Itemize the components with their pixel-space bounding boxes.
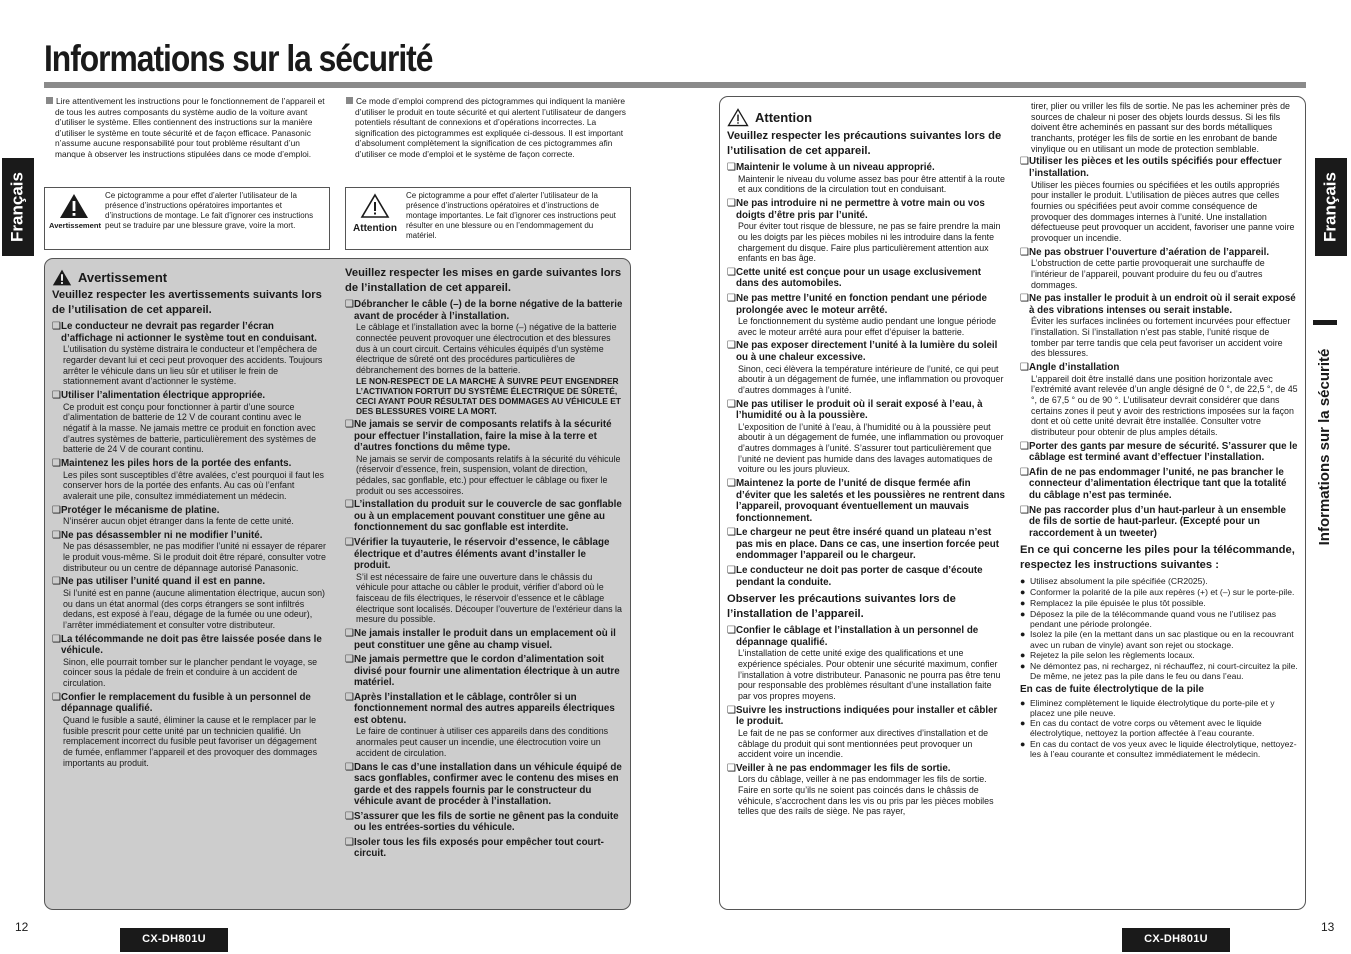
checkbox-bullet-icon: ❑ [727,340,736,352]
item-body: Ce produit est conçu pour fonctionner à partir d’une source d’alimentation de batterie de 12 V de courant continu avec le négatif à la masse. Ne jamais mettre ce produit en fonction avec d’autres systèmes de batterie, particulièrement des systèmes de batterie de 24 V de courant continu. [63,401,317,455]
warning-install-list [345,299,623,860]
item-heading: ❑ Dans le cas d’une installation dans un véhicule équipé de sacs gonflables, confirmer avec le contenu des mises en garde et des rappels fournis par le constructeur du véhicule avant de procéder à l’installation. [345,761,622,808]
checkbox-bullet-icon: ❑ [727,478,736,490]
item-heading: ❑ Suivre les instructions indiquées pour installer et câbler le produit. [727,704,998,728]
checkbox-bullet-icon: ❑ [345,761,354,773]
item-heading: ❑ L’installation du produit sur le couvercle de sac gonflable ou à un emplacement pouvant constituer une gêne au fonctionnement du sac gonflable est interdite. [345,499,622,534]
item-heading: ❑ Isoler tous les fils exposés pour empêcher tout court-circuit. [345,836,604,860]
item-heading: ❑ Confier le câblage et l’installation à un personnel de dépannage qualifié. [727,625,979,648]
item-body: Le faire de continuer à utiliser ces appareils dans des conditions anormales peut causer un incendie, une électrocution voire un accident de circulation. [356,726,609,758]
item-heading: ❑ Protéger le mécanisme de platine. [52,504,220,516]
list-item [727,705,1005,760]
item-heading: ❑ Ne jamais installer le produit dans un emplacement où il peut constituer une gêne au champ visuel. [345,628,616,651]
item-heading: ❑ Maintenez les piles hors de la portée des enfants. [52,457,292,469]
checkbox-bullet-icon: ❑ [727,762,736,774]
checkbox-bullet-icon: ❑ [727,704,736,716]
item-heading: ❑ Utiliser l’alimentation électrique appropriée. [52,389,266,401]
attention-icon [350,191,400,236]
list-item [345,299,623,416]
bullet-dot-icon: ● [1020,587,1026,598]
item-body: Le câblage et l’installation avec la borne (–) négative de la batterie connectée peuvent provoquer une électrocution et des blessures dus à un court circuit. Certains véhicules équipés d’un système électrique de sûreté ont des procédures particulières de débranchement des bornes de la batterie. [356,322,617,375]
item-heading: ❑ Maintenir le volume à un niveau approprié. [727,162,935,174]
list-item [345,762,623,808]
item-body: Maintenir le niveau du volume assez bas pour être attentif à la route et aux conditions de la circulation tout en conduisant. [738,173,1005,195]
checkbox-bullet-icon: ❑ [345,810,354,822]
bullet-item: ● Rejetez la pile selon les règlements locaux. [1020,649,1195,660]
item-body: Sinon, elle pourrait tomber sur le plancher pendant le voyage, se coincer sous la pédale de frein et conduire à un accident de circulation. [63,656,318,689]
list-item [345,692,623,759]
bullet-dot-icon: ● [1020,738,1026,749]
caution-column [727,108,1005,820]
list-item [52,321,328,387]
list-item [727,340,1005,395]
checkbox-bullet-icon: ❑ [345,836,354,848]
list-item [1020,362,1298,438]
item-warning-caps: LE NON-RESPECT DE LA MARCHE À SUIVRE PEUT ENGENDRER L’ACTIVATION FORTUIT DU SYSTÈME ÉLECTRIQUE DE SÛRETÉ, CECI AYANT POUR RÉSULTAT DES DOMMAGES AU VÉHICULE ET DES BLESSURES VOIRE LA MORT. [356,375,621,416]
warning-icon-label: Avertissement [49,221,102,231]
item-body: L’obstruction de cette partie provoquerait une surchauffe de l’intérieur de l’appareil, pouvant produire du feu ou d’autres dommages. [1031,258,1265,290]
bullet-item: ● Isolez la pile (en la mettant dans un sac plastique ou en la recouvrant avec un ruban de vinyle) avant son rejet ou stockage. [1020,629,1294,650]
checkbox-bullet-icon: ❑ [52,389,61,401]
checkbox-bullet-icon: ❑ [345,537,354,548]
item-body: Le fait de ne pas se conformer aux directives d’installation et de câblage du produit qui sont mentionnées peut provoquer un accident voire un incendie. [738,727,989,760]
checkbox-bullet-icon: ❑ [1020,362,1029,374]
picto-attention-text: Ce pictogramme a pour effet d’alerter l’utilisateur de la présence d’instructions opératoires et d’instructions de montage importantes. Le fait d’ignorer ces instructions peut résulter en une blessure ou en l’endommagement du matériel. [406,191,616,240]
checkbox-bullet-icon: ❑ [52,321,61,333]
item-heading: ❑ La télécommande ne doit pas être laissée posée dans le véhicule. [52,633,322,657]
bullet-dot-icon: ● [1020,660,1026,671]
list-item [727,625,1005,702]
list-item [1020,441,1298,464]
checkbox-bullet-icon: ❑ [52,633,61,645]
item-heading: ❑ Confier le remplacement du fusible à un personnel de dépannage qualifié. [52,691,311,715]
checkbox-bullet-icon: ❑ [727,564,736,576]
list-item [727,198,1005,264]
model-badge-right: CX-DH801U [1122,928,1230,952]
list-item [345,654,623,689]
list-item [727,162,1005,195]
item-heading: ❑ Ne pas raccorder plus d’un haut-parleur à un ensemble de fils de sortie de haut-parleur. (Excepté pour un raccordement à un tweeter) [1020,504,1286,539]
language-tab-left: Français [2,158,34,256]
item-body: Sinon, ceci élèvera la température intérieure de l’unité, ce qui peut aboutir à un dégagement de fumée, une inflammation ou provoquer d’autres dommages à l’unité. [738,363,1004,395]
checkbox-bullet-icon: ❑ [345,654,354,666]
item-heading: ❑ Cette unité est conçue pour un usage exclusivement dans des automobiles. [727,266,981,290]
item-body: Quand le fusible a sauté, éliminer la cause et le remplacer par le fusible prescrit pour cette unité par un technicien qualifié. Un remplacement incorrect du fusible peut favoriser un dégagement de fumée, enflammer l’appareil et des provoquer des dommages importants au produit. [63,714,318,768]
item-heading: ❑ S’assurer que les fils de sortie ne gênent pas la conduite ou les entrées-sorties du véhicule. [345,810,619,834]
leak-list [1020,698,1298,760]
intro-right: Ce mode d’emploi comprend des pictogrammes qui indiquent la manière d’utiliser le produit en toute sécurité et qui alertent l’utilisateur de dangers potentiels résultant de connexions et d’opérations incorrectes. La signification des pictogrammes est expliquée ci-dessous. Il est important d’absolument complètement la signification de ces pictogrammes afin d’utiliser ce mode d’emploi et le système de façon correcte. [346,96,630,159]
checkbox-bullet-icon: ❑ [52,576,61,588]
warning-heading: Avertissement [52,269,328,286]
checkbox-bullet-icon: ❑ [727,198,736,210]
item-heading: ❑ Ne pas utiliser le produit où il serait exposé à l’eau, à l’humidité ou à la poussière. [727,398,983,422]
item-body: Utiliser les pièces fournies ou spécifiées et les outils appropriés pour installer le produit. L’utilisation de pièces autres que celles fournies ou spécifiées peut avoir comme conséquence de provoquer des dommages internes à l’unité. Une installation défectueuse peut provoquer un accident, favoriser une panne voire provoquer un incendie. [1031,179,1295,243]
checkbox-bullet-icon: ❑ [727,398,736,410]
bullet-dot-icon: ● [1020,697,1026,708]
list-item [727,267,1005,290]
page-number-right: 13 [1321,920,1335,934]
list-item [52,530,328,574]
language-tab-right: Français [1315,158,1347,256]
bullet-dot-icon: ● [1020,718,1026,729]
caution-list-2 [1020,156,1298,539]
checkbox-bullet-icon: ❑ [345,299,354,311]
item-body: L’utilisation du système distraira le conducteur et l’empêchera de regarder devant lui et ceci peut provoquer des accidents. Toujours arrêter le véhicule dans un lieu sûr et utiliser le frein de stationnement avant d’actionner le système. [63,344,323,387]
list-item [1020,293,1298,359]
item-heading: ❑ Ne pas introduire ni ne permettre à votre main ou vos doigts d’être pris par l’unité. [727,198,985,221]
item-body: Si l’unité est en panne (aucune alimentation électrique, aucun son) ou dans un état anormal (des corps étrangers se sont infiltrés dedans, est exposé à l’eau, dégage de la fumée ou une odeur), l’arrêter immédiatement et consulter votre distributeur. [63,587,325,631]
item-body: Ne pas désassembler, ne pas modifier l’unité ni essayer de réparer le produit vous-même. Si le produit doit être réparé, consulter votre distributeur ou un centre de dépannage autorisé Panasonic. [63,541,326,573]
item-heading: ❑ Ne pas installer le produit à un endroit où il serait exposé à des vibrations intenses ou serait instable. [1020,293,1296,316]
item-body: Les piles sont susceptibles d’être avalées, c’est pourquoi il faut les conserver hors de la portée des enfants. Au cas où l’enfant avalerait une pile, consultez immédiatement un médecin. [63,469,324,501]
warning-install-column [345,266,623,863]
list-item [727,293,1005,337]
checkbox-bullet-icon: ❑ [727,162,736,174]
item-body: Pour éviter tout risque de blessure, ne pas se faire prendre la main ou les doigts par les pièces mobiles ni les introduire dans la fente chargement du disque. Faire plus particulièrement attention aux enfants en bas âge. [738,221,1001,264]
checkbox-bullet-icon: ❑ [1020,293,1029,305]
checkbox-bullet-icon: ❑ [1020,156,1029,168]
item-heading: ❑ Angle d’installation [1020,362,1120,374]
caution-column-2 [1020,101,1298,759]
list-item [727,565,1005,588]
warning-subheading: Veuillez respecter les avertissements suivants lors de l’utilisation de cet appareil. [52,289,322,316]
checkbox-bullet-icon: ❑ [52,691,61,703]
page-title: Informations sur la sécurité [44,38,433,79]
item-body: L’installation de cette unité exige des qualifications et une expérience spéciales. Pour obtenir une sécurité maximum, confier l’installation à votre distributeur. Panasonic ne pourra pas être tenu pour responsable des problèmes résultant d’une installation faite par vos propres moyens. [738,648,1001,702]
item-heading: ❑ Ne pas mettre l’unité en fonction pendant une période prolongée avec le moteur arrêté. [727,292,987,316]
bullet-dot-icon: ● [1020,649,1026,660]
checkbox-bullet-icon: ❑ [52,529,61,541]
picto-warning-box [44,187,330,250]
list-item [52,576,328,630]
bullet-item: ● Eliminez complètement le liquide électrolytique du porte-pile et y placez une pile neuve. [1020,697,1275,718]
page-number-left: 12 [15,920,29,934]
item-heading: ❑ Afin de ne pas endommager l’unité, ne pas brancher le connecteur d’alimentation électrique tant que la totalité du câblage n’est pas terminée. [1020,466,1287,501]
bullet-item: ● Déposez la pile de la télécommande quand vous ne l’utilisez pas pendant une période prolongée. [1020,608,1277,629]
attention-icon-label: Attention [353,223,397,235]
list-item [1020,505,1298,540]
list-item [345,499,623,534]
bullet-item: ● En cas du contact de votre corps ou vêtement avec le liquide électrolytique, nettoyez la portion affectée à l’eau courante. [1020,718,1262,739]
checkbox-bullet-icon: ❑ [345,691,354,703]
checkbox-bullet-icon: ❑ [52,457,61,469]
checkbox-bullet-icon: ❑ [52,504,61,516]
item-heading: ❑ Ne pas exposer directement l’unité à la lumière du soleil ou à une chaleur excessive. [727,340,998,363]
list-item [727,478,1005,524]
checkbox-bullet-icon: ❑ [727,625,736,637]
checkbox-bullet-icon: ❑ [1020,440,1029,452]
item-heading: ❑ Débrancher le câble (–) de la borne négative de la batterie avant de procéder à l’installation. [345,299,623,322]
bullet-item: ● Ne démontez pas, ni rechargez, ni réchauffez, ni court-circuitez la pile. De même, ne jetez pas la pile dans le feu ou dans l’eau. [1020,660,1298,682]
checkbox-bullet-icon: ❑ [1020,246,1029,258]
list-item [52,692,328,769]
list-item [1020,467,1298,502]
caution-install-list [727,625,1005,817]
checkbox-bullet-icon: ❑ [727,266,736,278]
bullet-item: ● Conformer la polarité de la pile aux repères (+) et (–) sur le porte-pile. [1020,587,1295,598]
list-item [52,634,328,689]
item-heading: ❑ Ne pas obstruer l’ouverture d’aération de l’appareil. [1020,246,1270,258]
item-heading: ❑ Ne pas utiliser l’unité quand il est en panne. [52,576,266,588]
checkbox-bullet-icon: ❑ [345,418,354,430]
item-heading: ❑ Ne jamais se servir de composants relatifs à la sécurité pour effectuer l’installation, faire la mise à la terre et d’autres fonctions du même type. [345,418,612,454]
list-item [345,419,623,496]
warning-column [52,269,328,771]
list-item [1020,247,1298,291]
list-item [1020,156,1298,243]
bullet-dot-icon: ● [1020,576,1026,587]
list-item [727,527,1005,562]
item-heading: ❑ Vérifier la tuyauterie, le réservoir d’essence, le câblage électrique et d’autres éléments avant d’installer le produit. [345,537,610,572]
checkbox-bullet-icon: ❑ [1020,504,1029,516]
checkbox-bullet-icon: ❑ [345,628,354,640]
intro-left: Lire attentivement les instructions pour le fonctionnement de l’appareil et de tous les autres composants du système audio de la voiture avant d’utiliser le système. Elles contiennent des instructions sur la manière d’utiliser le système en toute sécurité et de façon efficace. Panasonic n’assume aucune responsabilité pour tout problème résultant d’un manque à observer les instructions stipulées dans ce mode d’emploi. [46,96,330,159]
bullet-dot-icon: ● [1020,629,1026,640]
list-item [345,811,623,834]
item-body: Éviter les surfaces inclinées ou fortement incurvées pour effectuer l’installation. Si l’installation n’est pas stable, l’unité risque de tomber par terre tandis que cela peut favoriser un accident voire des blessures. [1031,316,1291,359]
item-heading: ❑ Utiliser les pièces et les outils spécifiés pour effectuer l’installation. [1020,156,1282,179]
bullet-dot-icon: ● [1020,597,1026,608]
bullet-item: ● Remplacez la pile épuisée le plus tôt possible. [1020,597,1206,608]
list-item [345,628,623,651]
caution-subheading: Veuillez respecter les précautions suivantes lors de l’utilisation de cet appareil. [727,130,1002,157]
list-item [345,837,623,860]
list-item [345,537,623,625]
continued-text: tirer, plier ou vriller les fils de sortie. Ne pas les acheminer près de sources de chaleur ni poser des objets lourds dessus. Si les fils doivent être acheminés en passant sur des bords métalliques tranchants, protéger les fils de sortie en les enrobant de bande vinylique ou en utilisant un mode de protection semblable. [1031,101,1290,154]
list-item [52,458,328,502]
bullet-dot-icon: ● [1020,608,1026,619]
warning-list [52,321,328,768]
list-item [52,390,328,455]
checkbox-bullet-icon: ❑ [1020,466,1029,478]
warning-icon [49,191,102,231]
item-body: Le fonctionnement du système audio pendant une longue période avec le moteur arrêté aura pour effet d’épuiser la batterie. [738,316,997,337]
caution-heading: Attention [727,108,1005,127]
battery-list [1020,576,1298,681]
model-badge-left: CX-DH801U [120,928,228,952]
title-rule [44,82,1306,88]
item-body: L’exposition de l’unité à l’eau, à l’humidité ou à la poussière peut aboutir à un dégagement de fumée, une inflammation ou provoquer d’autres dommages à l’unité. S’assurer tout particulièrement que l’unité ne devient pas humide dans des lavages automatiques de voiture ou les jours pluvieux. [738,421,1004,475]
item-heading: ❑ Porter des gants par mesure de sécurité. S’assurer que le câblage est terminé avant d’effectuer l’installation. [1020,440,1298,464]
item-heading: ❑ Le conducteur ne devrait pas regarder l’écran d’affichage ni actionner le système tout en conduisant. [52,321,317,344]
item-body: S’il est nécessaire de faire une ouverture dans le châssis du véhicule pour attache ou câbler le produit, vérifier d’abord où le faisceau de fils électriques, le réservoir d’essence et le câblage électrique sont localisés. Découper l’ouverture de l’extérieur dans la mesure du possible. [356,571,622,625]
picto-warning-text: Ce pictogramme a pour effet d’alerter l’utilisateur de la présence d’instructions opératoires importantes et d’instructions de montage. Le fait d’ignorer ces instructions peut se traduire par une blessure grave, voire la mort. [105,191,314,230]
checkbox-bullet-icon: ❑ [345,499,354,511]
caution-list [727,162,1005,588]
attention-icon [727,108,749,127]
item-heading: ❑ Ne pas désassembler ni ne modifier l’unité. [52,529,263,541]
leak-heading: En cas de fuite électrolytique de la pile [1020,684,1204,696]
item-heading: ❑ Le conducteur ne doit pas porter de casque d’écoute pendant la conduite. [727,564,983,588]
warning-install-subheading: Veuillez respecter les mises en garde suivantes lors de l’installation de cet appareil. [345,267,622,294]
item-heading: ❑ Après l’installation et le câblage, contrôler si un fonctionnement normal des autres appareils électriques est obtenu. [345,691,615,726]
item-heading: ❑ Veiller à ne pas endommager les fils de sortie. [727,762,951,774]
checkbox-bullet-icon: ❑ [727,292,736,304]
item-body: Lors du câblage, veiller à ne pas endommager les fils de sortie. Faire en sorte qu’ils ne soient pas coincés dans le châssis de véhicule, s’accrochent dans les vis ou pris par les pièces mobiles telles que des rails de siège. Ne pas rayer, [738,774,994,817]
item-heading: ❑ Le chargeur ne peut être inséré quand un plateau n’est pas mis en place. Dans ce cas, une insertion forcée peut endommager l’appareil ou le chargeur. [727,527,999,562]
bullet-item: ● En cas du contact de vos yeux avec le liquide électrolytique, nettoyez-les à l’eau courante et consultez immédiatement le médecin. [1020,738,1297,760]
checkbox-bullet-icon: ❑ [727,527,736,539]
warning-icon [52,269,72,286]
battery-heading: En ce qui concerne les piles pour la télécommande, respectez les instructions suivantes : [1020,544,1295,571]
list-item [727,399,1005,476]
item-body: N’insérer aucun objet étranger dans la fente de cette unité. [63,516,294,527]
item-heading: ❑ Ne jamais permettre que le cordon d’alimentation soit divisé pour fournir une alimentation électrique à un autre matériel. [345,654,620,689]
item-heading: ❑ Maintenez la porte de l’unité de disque fermée afin d’éviter que les saletés et les poussières ne rentrent dans l’appareil, provoquant éventuellement un mauvais fonctionnement. [727,478,1005,524]
picto-attention-box [345,187,631,250]
caution-install-subheading: Observer les précautions suivantes lors de l’installation de l’appareil. [727,593,956,620]
item-body: Ne jamais se servir de composants relatifs à la sécurité du véhicule (réservoir d’essence, frein, suspension, volant de direction, pédales, sac gonflable, etc.) pour effectuer le câblage ou fixer le produit ou ses accessoires. [356,453,621,496]
item-body: L’appareil doit être installé dans une position horizontale avec l’extrémité avant relevée d’un angle désigné de 0 °, de 22,5 °, de 45 °, de 67,5 ° ou de 90 °. L’utilisateur devrait considérer que dans certains zones il peut y avoir des restrictions imposées sur la façon dont et où cette unité devrait être installée. Consulter votre distributeur pour obtenir de plus amples détails. [1031,373,1298,438]
list-item [727,763,1005,817]
side-section-title: Informations sur la sécurité [1313,320,1337,568]
list-item [52,505,328,527]
bullet-item: ● Utilisez absolument la pile spécifiée (CR2025). [1020,576,1208,587]
